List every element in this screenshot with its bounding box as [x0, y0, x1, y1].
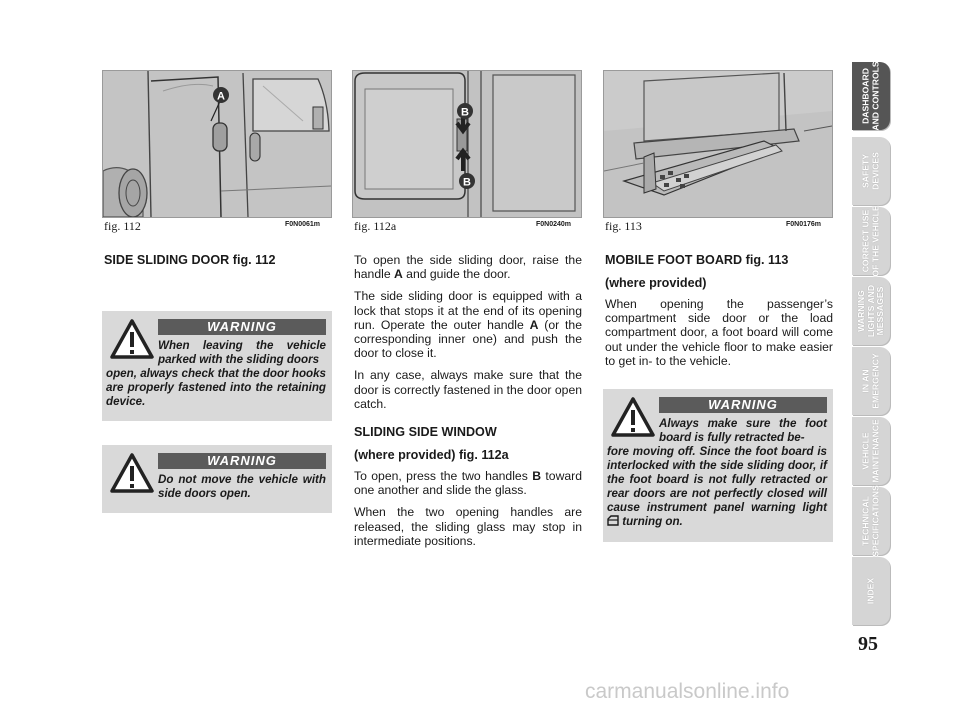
paragraph-press-handles: To open, press the two handles B toward one another and slide the glass. — [354, 469, 582, 498]
warning-title: WARNING — [158, 319, 326, 335]
column-1 — [104, 253, 332, 276]
warning-text-first: Always make sure the foot board is fully retracted be- — [659, 417, 827, 444]
section-heading-side-sliding-door: SIDE SLIDING DOOR fig. 112 — [104, 253, 276, 267]
watermark: carmanualsonline.info — [585, 680, 790, 703]
chapter-tab-0[interactable] — [852, 62, 890, 130]
chapter-tab-5[interactable] — [852, 417, 890, 485]
chapter-tab-label: IN AN EMERGENCY — [860, 353, 880, 409]
marker-a: A — [217, 90, 225, 103]
chapter-tab-4[interactable] — [852, 347, 890, 415]
chapter-tab-label: DASHBOARD AND CONTROLS — [860, 61, 880, 131]
chapter-tab-3[interactable] — [852, 277, 890, 345]
fig-112a-code: F0N0240m — [536, 221, 572, 228]
warning-title: WARNING — [158, 453, 326, 469]
warning-box-3 — [603, 389, 833, 542]
paragraph-lock: The side sliding door is equipped with a lock that stops it at the end of its opening run. Operate the outer handle A (or the corresponding inner one) and push the door to close it. — [354, 289, 582, 361]
figure-112 — [102, 70, 332, 218]
paragraph-open-door: To open the side sliding door, raise the handle A and guide the door. — [354, 253, 582, 282]
chapter-tab-label: TECHNICAL SPECIFICATIONS — [860, 485, 880, 557]
chapter-tab-label: SAFETY DEVICES — [860, 152, 880, 190]
fig-113-label: fig. 113 — [605, 219, 642, 233]
fig-112-code: F0N0061m — [285, 221, 321, 228]
chapter-tab-label: CORRECT USE OF THE VEHICLE — [860, 205, 880, 277]
chapter-tab-2[interactable] — [852, 207, 890, 275]
chapter-tab-6[interactable] — [852, 487, 890, 555]
figure-113 — [603, 70, 833, 218]
section-subheading-sliding-window: (where provided) fig. 112a — [354, 448, 509, 463]
warning-text-first: When leaving the vehicle parked with the sliding doors — [158, 339, 326, 366]
warning-text — [106, 473, 326, 501]
paragraph-released: When the two opening handles are released, the sliding glass may stop in intermediate positions. — [354, 505, 582, 548]
column-3 — [605, 253, 833, 376]
page-number: 95 — [858, 633, 878, 655]
paragraph-catch: In any case, always make sure that the door is correctly fastened in the door open catch. — [354, 368, 582, 411]
sliding-window-illustration — [353, 71, 581, 217]
chapter-tab-label: WARNING LIGHTS AND MESSAGES — [855, 284, 885, 338]
warning-title: WARNING — [659, 397, 827, 413]
section-heading-sliding-window: SLIDING SIDE WINDOW — [354, 425, 497, 440]
chapter-tab-label: INDEX — [865, 577, 876, 605]
warning-box-1 — [102, 311, 332, 421]
marker-b-bottom: B — [463, 176, 471, 189]
warning-text-tail: turning on. — [622, 515, 683, 528]
fig-113-code: F0N0176m — [786, 221, 822, 228]
section-subheading-foot-board: (where provided) — [605, 276, 707, 290]
chapter-tab-1[interactable] — [852, 137, 890, 205]
section-heading-foot-board: MOBILE FOOT BOARD fig. 113 — [605, 253, 789, 267]
chapter-tab-7[interactable] — [852, 557, 890, 625]
marker-b-top: B — [461, 106, 469, 119]
figure-112a — [352, 70, 582, 218]
warning-text — [607, 417, 827, 529]
chapter-tab-label: VEHICLE MAINTENANCE — [860, 419, 880, 483]
warning-text — [106, 339, 326, 409]
paragraph-foot-board: When opening the passenger’s compartment side door or the load compartment door, a foot board will come out under the vehicle floor to make easier to get in- to the vehicle. — [605, 297, 833, 368]
warning-text-rest: fore moving off. Since the foot board is interlocked with the side sliding door, if the foot board is not fully retracted or rear doors are not perfectly closed will cause instrument panel warning light — [607, 445, 827, 514]
column-2 — [354, 253, 582, 556]
warning-box-2 — [102, 445, 332, 513]
fig-112-label: fig. 112 — [104, 219, 141, 233]
foot-board-illustration — [604, 71, 832, 217]
door-open-warning-light-icon — [607, 515, 619, 526]
warning-text-first: Do not move the vehicle with side doors open. — [158, 473, 326, 500]
warning-text-rest: open, always check that the door hooks are properly fastened into the retaining device. — [106, 367, 326, 408]
van-side-door-illustration — [103, 71, 331, 217]
fig-112a-label: fig. 112a — [354, 219, 397, 233]
